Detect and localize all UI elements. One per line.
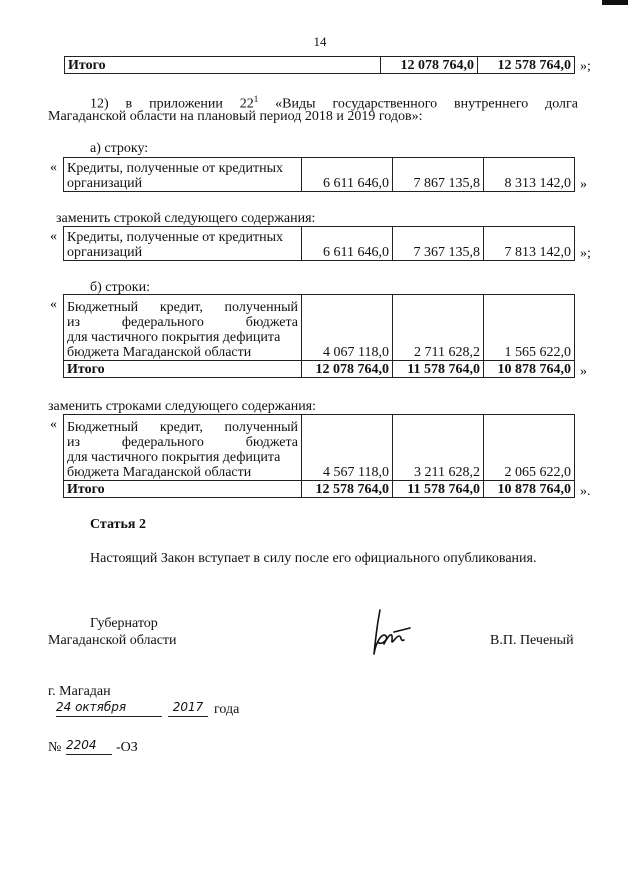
item12-line2: Магаданской области на плановый период 2018 и 2019 годов»: (48, 109, 423, 124)
row-value: 1 565 622,0 (484, 295, 575, 361)
open-quote: « (50, 229, 57, 244)
handwritten-signature (366, 606, 412, 658)
closing-quote: » (580, 177, 587, 192)
part-b-new-table (63, 414, 575, 498)
handwritten-date: 24 октября (56, 700, 162, 717)
row-label: Бюджетный кредит, полученный из федерального бюджета для частичного покрытия дефицита бюджета Магаданской области (64, 295, 302, 361)
part-b-heading: б) строки: (90, 280, 150, 295)
total-label: Итого (65, 57, 381, 74)
part-a-old-table (63, 157, 575, 192)
number-suffix: -ОЗ (116, 740, 138, 755)
open-quote: « (50, 417, 57, 432)
handwritten-number: 2204 (66, 738, 112, 755)
part-b-old-table (63, 294, 575, 378)
total-value: 12 578 764,0 (478, 57, 575, 74)
replace-text: заменить строкой следующего содержания: (56, 211, 316, 226)
row-label: Кредиты, полученные от кредитных организаций (64, 158, 302, 192)
city: г. Магадан (48, 684, 111, 699)
signature-role: Магаданской области (48, 633, 177, 648)
table-row (64, 295, 575, 361)
date-suffix: года (214, 702, 240, 717)
row-label: Кредиты, полученные от кредитных организаций (64, 227, 302, 261)
part-a-heading: а) строку: (90, 141, 149, 156)
article-text: Настоящий Закон вступает в силу после его официального опубликования. (90, 551, 537, 566)
total-value: 11 578 764,0 (393, 481, 484, 498)
total-value: 12 078 764,0 (302, 361, 393, 378)
row-value: 2 711 628,2 (393, 295, 484, 361)
total-value: 10 878 764,0 (484, 361, 575, 378)
total-value: 12 578 764,0 (302, 481, 393, 498)
open-quote: « (50, 297, 57, 312)
scan-edge-mark (602, 0, 628, 5)
row-value: 7 867 135,8 (393, 158, 484, 192)
handwritten-year: 2017 (168, 700, 208, 717)
closing-quote: » (580, 364, 587, 379)
law-number-line (48, 738, 188, 758)
total-label: Итого (64, 481, 302, 498)
table-row (64, 361, 575, 378)
total-value: 11 578 764,0 (393, 361, 484, 378)
table-row (65, 57, 575, 74)
table-row (64, 415, 575, 481)
row-value: 7 367 135,8 (393, 227, 484, 261)
row-value: 6 611 646,0 (302, 158, 393, 192)
row-value: 2 065 622,0 (484, 415, 575, 481)
row-value: 3 211 628,2 (393, 415, 484, 481)
row-value: 4 067 118,0 (302, 295, 393, 361)
table-row (64, 227, 575, 261)
page-number: 14 (313, 34, 327, 49)
row-value: 4 567 118,0 (302, 415, 393, 481)
closing-quote: »; (580, 59, 591, 74)
part-a-new-table (63, 226, 575, 261)
top-total-table (64, 56, 575, 74)
date-line (48, 700, 258, 720)
total-value: 10 878 764,0 (484, 481, 575, 498)
signature-name: В.П. Печеный (490, 633, 574, 648)
row-value: 7 813 142,0 (484, 227, 575, 261)
signature-role: Губернатор (90, 616, 158, 631)
table-row (64, 481, 575, 498)
article-title: Статья 2 (90, 517, 146, 532)
closing-quote: ». (580, 484, 591, 499)
row-value: 8 313 142,0 (484, 158, 575, 192)
total-label: Итого (64, 361, 302, 378)
closing-quote: »; (580, 246, 591, 261)
item12-line1: 12) в приложении $22^1$ «Виды государственного внутреннего долга (90, 94, 578, 112)
table-row (64, 158, 575, 192)
total-value: 12 078 764,0 (381, 57, 478, 74)
open-quote: « (50, 160, 57, 175)
number-sign: № (48, 740, 62, 755)
row-value: 6 611 646,0 (302, 227, 393, 261)
row-label: Бюджетный кредит, полученный из федерального бюджета для частичного покрытия дефицита бюджета Магаданской области (64, 415, 302, 481)
replace-text: заменить строками следующего содержания: (48, 399, 317, 414)
